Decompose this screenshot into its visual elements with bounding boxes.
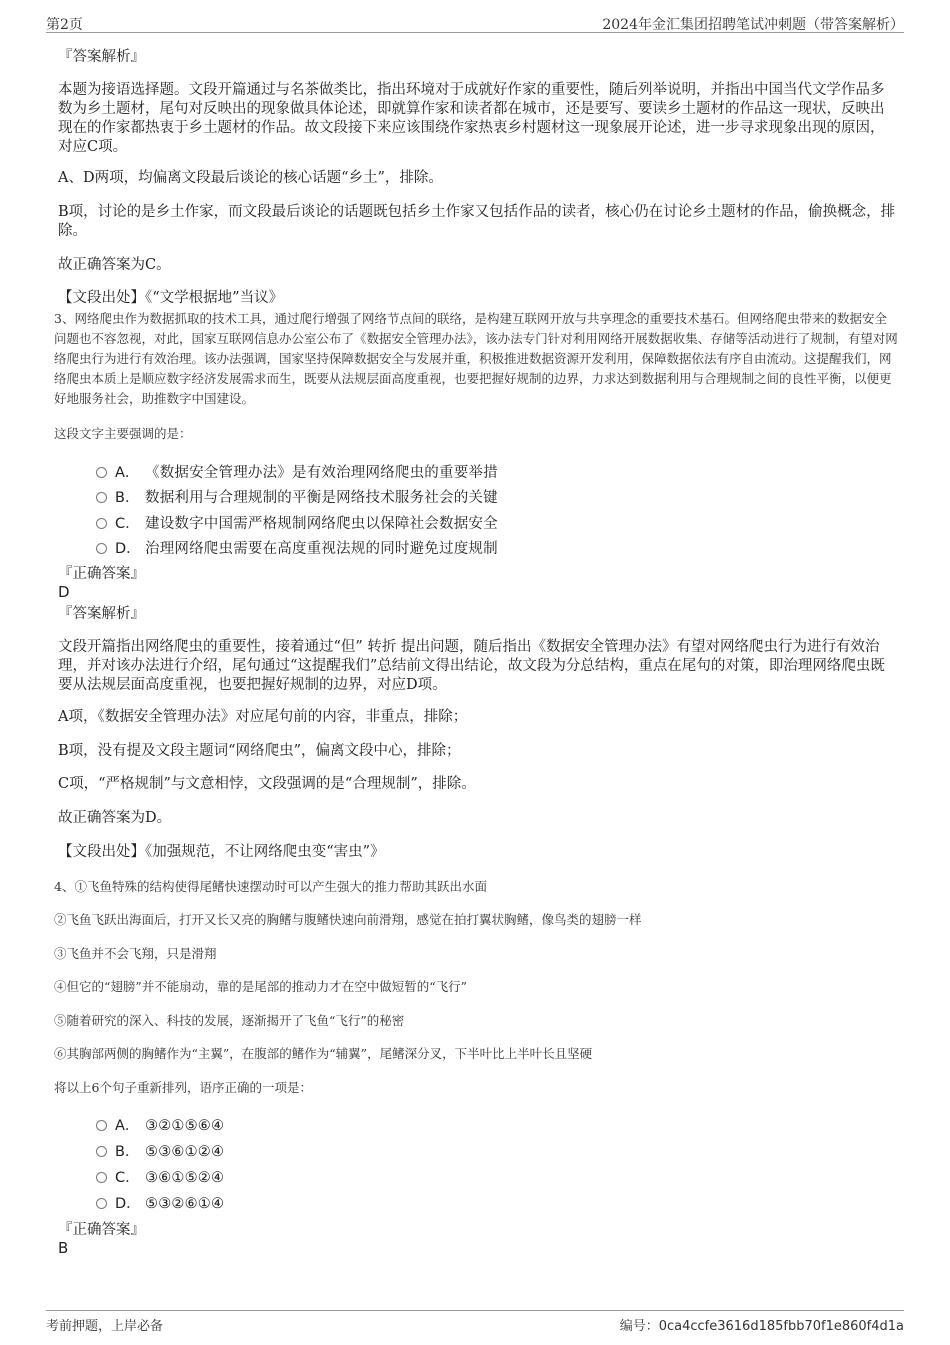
- analysis-paragraph: 故正确答案为D。: [58, 810, 172, 826]
- option-d[interactable]: D． ⑤③②⑥①④: [96, 1192, 224, 1213]
- analysis-paragraph: A、D两项，均偏离文段最后谈论的核心话题“乡土”，排除。: [58, 170, 443, 186]
- radio-icon[interactable]: [96, 1146, 107, 1157]
- correct-answer-label: 『正确答案』: [58, 1222, 145, 1238]
- sentence-1: 4、①飞鱼特殊的结构使得尾鳍快速摆动时可以产生强大的推力帮助其跃出水面: [54, 879, 487, 894]
- page-footer: [46, 1310, 904, 1341]
- analysis-paragraph: A项，《数据安全管理办法》对应尾句前的内容，非重点，排除；: [58, 709, 468, 725]
- sentence-5: ⑤随着研究的深入、科技的发展，逐渐揭开了飞鱼“飞行”的秘密: [54, 1013, 405, 1028]
- analysis-paragraph: 文段开篇指出网络爬虫的重要性，接着通过“但” 转折 提出问题，随后指出《数据安全管理办法》有望对网络爬虫行为进行有效治理，并对该办法进行介绍，尾句通过“这提醒我们”总结前文得出结论，故文段为分总结构，重点在尾句的对策，即治理网络爬虫既要从法规层面高度重视，也要把握好规制的边界，对应D项。: [58, 639, 885, 693]
- option-c[interactable]: C． 建设数字中国需严格规制网络爬虫以保障社会数据安全: [96, 512, 498, 533]
- sentence-6: ⑥其胸部两侧的胸鳍作为“主翼”，在腹部的鳍作为“辅翼”，尾鳍深分叉，下半叶比上半叶长且坚硬: [54, 1046, 593, 1061]
- radio-icon[interactable]: [96, 1120, 107, 1131]
- correct-answer: D: [58, 583, 70, 601]
- option-d[interactable]: D． 治理网络爬虫需要在高度重视法规的同时避免过度规制: [96, 537, 498, 558]
- question-passage: 3、网络爬虫作为数据抓取的技术工具，通过爬行增强了网络节点间的联络，是构建互联网开放与共享理念的重要技术基石。但网络爬虫带来的数据安全问题也不容忽视，对此，国家互联网信息办公室公布了《数据安全管理办法》，该办法专门针对利用网络开展数据收集、存储等活动进行了规制，有望对网络爬虫行为进行有效治理。该办法强调，国家坚持保障数据安全与发展并重，积极推进数据资源开发利用，保障数据依法有序自由流动。这提醒我们，网络爬虫本质上是顺应数字经济发展需求而生，既要从法规层面高度重视，也要把握好规制的边界，力求达到数据利用与合理规制之间的良性平衡，以便更好地服务社会，助推数字中国建设。: [54, 311, 898, 406]
- analysis-paragraph: 本题为接语选择题。文段开篇通过与名茶做类比，指出环境对于成就好作家的重要性，随后列举说明，并指出中国当代文学作品多数为乡土题材，尾句对反映出的现象做具体论述，即就算作家和读者都在城市，还是要写、要读乡土题材的作品这一现状，反映出现在的作家都热衷于乡土题材的作品。故文段接下来应该围绕作家热衷乡村题材这一现象展开论述，进一步寻求现象出现的原因，对应C项。: [58, 82, 885, 155]
- source-citation: 【文段出处】《加强规范，不让网络爬虫变“害虫”》: [58, 844, 385, 860]
- radio-icon[interactable]: [96, 467, 107, 478]
- option-b[interactable]: B． ⑤③⑥①②④: [96, 1140, 224, 1161]
- analysis-paragraph: C项，“严格规制”与文意相悖，文段强调的是“合理规制”，排除。: [58, 776, 476, 792]
- page-header: [46, 12, 904, 33]
- question-prompt: 将以上6个句子重新排列，语序正确的一项是：: [54, 1080, 312, 1095]
- radio-icon[interactable]: [96, 518, 107, 529]
- footer-slogan: 考前押题，上岸必备: [46, 1319, 164, 1334]
- option-a[interactable]: A． 《数据安全管理办法》是有效治理网络爬虫的重要举措: [96, 461, 498, 482]
- correct-answer-label: 『正确答案』: [58, 566, 145, 582]
- sentence-2: ②飞鱼飞跃出海面后，打开又长又亮的胸鳍与腹鳍快速向前滑翔，感觉在拍打翼状胸鳍，像鸟类的翅膀一样: [54, 912, 642, 927]
- radio-icon[interactable]: [96, 1172, 107, 1183]
- analysis-paragraph: B项，讨论的是乡土作家，而文段最后谈论的话题既包括乡土作家又包括作品的读者，核心仍在讨论乡土题材的作品，偷换概念，排除。: [58, 204, 896, 239]
- analysis-paragraph: 故正确答案为C。: [58, 257, 171, 273]
- analysis-label: 『答案解析』: [58, 606, 145, 622]
- page-number: 第2页: [46, 17, 83, 33]
- option-b[interactable]: B． 数据利用与合理规制的平衡是网络技术服务社会的关键: [96, 486, 498, 507]
- radio-icon[interactable]: [96, 543, 107, 554]
- analysis-paragraph: B项，没有提及文段主题词“网络爬虫”，偏离文段中心，排除；: [58, 743, 461, 759]
- radio-icon[interactable]: [96, 1198, 107, 1209]
- option-c[interactable]: C． ③⑥①⑤②④: [96, 1166, 224, 1187]
- question-prompt: 这段文字主要强调的是：: [54, 426, 192, 441]
- document-title: 2024年金汇集团招聘笔试冲刺题（带答案解析）: [602, 17, 904, 33]
- option-a[interactable]: A． ③②①⑤⑥④: [96, 1114, 224, 1135]
- sentence-3: ③飞鱼并不会飞翔，只是滑翔: [54, 946, 217, 961]
- analysis-label: 『答案解析』: [58, 49, 145, 65]
- correct-answer: B: [58, 1239, 69, 1257]
- sentence-4: ④但它的“翅膀”并不能扇动，靠的是尾部的推动力才在空中做短暂的“飞行”: [54, 979, 468, 994]
- source-citation: 【文段出处】《“文学根据地”当议》: [58, 290, 284, 306]
- radio-icon[interactable]: [96, 492, 107, 503]
- document-code: 编号：0ca4ccfe3616d185fbb70f1e860f4d1a: [619, 1319, 904, 1334]
